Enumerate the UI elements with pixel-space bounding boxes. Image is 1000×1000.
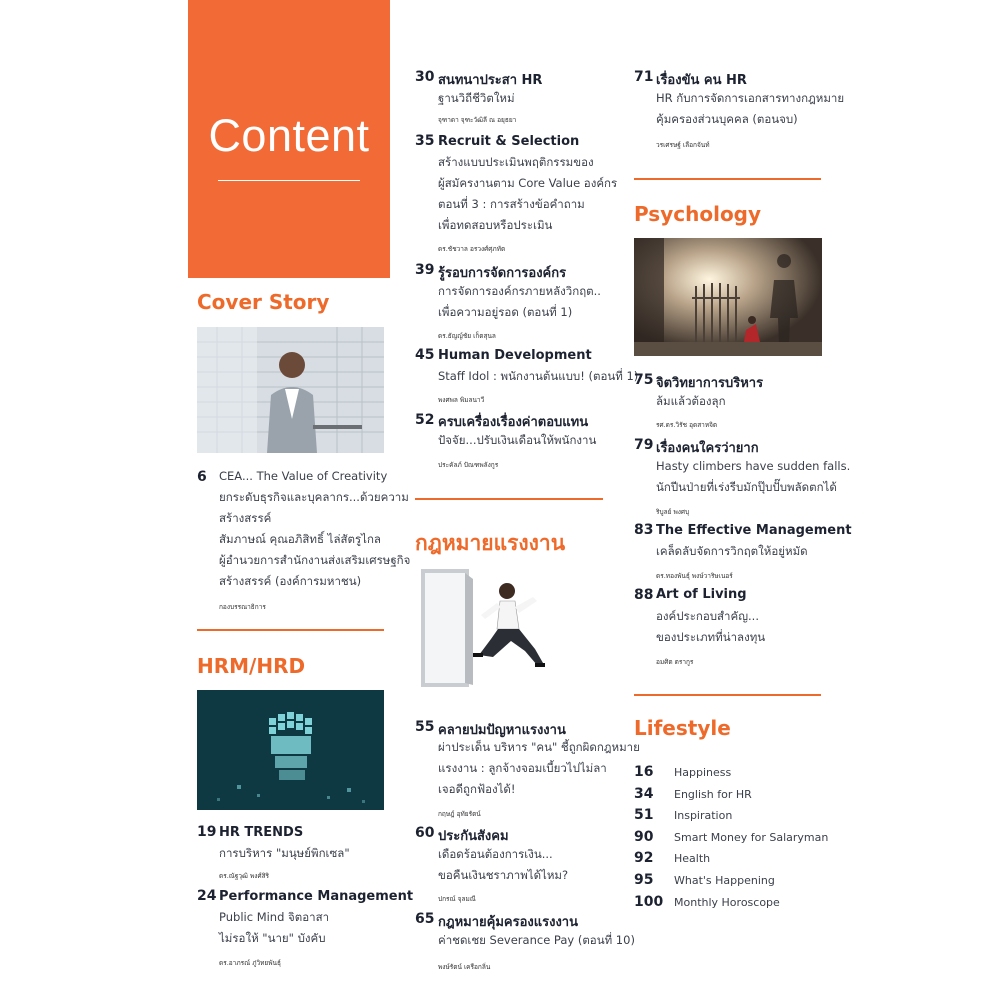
toc-line: ปัจจัย...ปรับเงินเดือนให้พนักงาน [438, 433, 597, 447]
toc-lines [438, 844, 568, 886]
lifestyle-page: 100 [634, 893, 664, 910]
divider [634, 694, 821, 696]
psychology-photo [634, 238, 822, 356]
toc-line: สร้างแบบประเมินพฤติกรรมของ [438, 155, 594, 169]
toc-title: ประกันสังคม [438, 829, 509, 844]
hrm-entry-lines [219, 907, 329, 949]
lifestyle-label: Monthly Horoscope [674, 895, 780, 909]
toc-line: ล้มแล้วต้องลุก [656, 394, 726, 408]
cover-story-page: 6 [197, 469, 207, 485]
toc-page: 45 [415, 347, 435, 363]
toc-author: รศ.ดร.วิรัช อุดสาหจิต [656, 421, 718, 429]
toc-lines [438, 281, 601, 323]
toc-line: ผู้สมัครงานตาม Core Value องค์กร [438, 176, 618, 190]
toc-title: สนทนาประสา HR [438, 73, 543, 88]
lifestyle-page: 34 [634, 785, 654, 802]
hrm-entry-line: Public Mind จิตอาสา [219, 910, 330, 924]
lifestyle-page: 90 [634, 828, 654, 845]
toc-title: จิตวิทยาการบริหาร [656, 376, 764, 391]
toc-page: 79 [634, 437, 654, 453]
toc-page: 65 [415, 911, 435, 927]
section-lifestyle: Lifestyle [634, 716, 731, 740]
toc-page: 30 [415, 69, 435, 85]
toc-lines [656, 606, 765, 648]
lifestyle-label: Happiness [674, 766, 732, 779]
hrm-entry-author: ดร.อาภรณ์ ภู่วิทยพันธุ์ [219, 959, 281, 967]
section-labour-law: กฎหมายแรงงาน [415, 531, 566, 555]
hrm-photo [197, 690, 384, 810]
toc-line: แรงงาน : ลูกจ้างจอมเบี้ยวไปไม่ลา [438, 761, 607, 775]
toc-author: กฤษฎ์ อุทัยรัตน์ [438, 810, 481, 818]
toc-line: HR กับการจัดการเอกสารทางกฎหมาย [656, 91, 845, 105]
toc-lines [438, 737, 640, 800]
lifestyle-page: 92 [634, 850, 654, 867]
toc-page: 35 [415, 133, 435, 149]
toc-line: นักปีนป่ายที่เร่งรีบมักปุ๊บปั๊บพลัดตกได้ [656, 480, 837, 494]
toc-line: ฐานวิถีชีวิตใหม่ [438, 91, 515, 105]
cover-line: สร้างสรรค์ (องค์การมหาชน) [219, 574, 362, 588]
toc-line: ขอคืนเงินชราภาพได้ไหม? [438, 868, 569, 882]
toc-page: 39 [415, 262, 435, 278]
toc-line: องค์ประกอบสำคัญ... [656, 609, 759, 623]
toc-line: เดือดร้อนต้องการเงิน... [438, 847, 553, 861]
toc-title: คลายปมปัญหาแรงงาน [438, 723, 566, 738]
cover-line: สัมภาษณ์ คุณอภิสิทธิ์ ไล่สัตรูไกล [219, 532, 381, 546]
toc-title: Art of Living [656, 587, 747, 602]
cover-line: ยกระดับธุรกิจและบุคลากร...ด้วยความ [219, 490, 409, 504]
lifestyle-item [634, 764, 834, 786]
toc-author: ประคัลภ์ ปัณฑพลังกูร [438, 461, 499, 469]
toc-title: Human Development [438, 348, 592, 363]
section-hrm-hrd: HRM/HRD [197, 654, 306, 678]
toc-author: พงศพล พิมลนาวี [438, 396, 485, 404]
cover-line: สร้างสรรค์ [219, 511, 272, 525]
hrm-entry-line: ไม่รอให้ "นาย" บังคับ [219, 931, 326, 945]
toc-line: คุ้มครองส่วนบุคคล (ตอนจบ) [656, 112, 798, 126]
toc-page: 55 [415, 719, 435, 735]
toc-page: 88 [634, 587, 654, 603]
section-cover-story: Cover Story [197, 290, 330, 314]
lifestyle-label: English for HR [674, 787, 752, 801]
lifestyle-item [634, 872, 834, 894]
hrm-entry-title: HR TRENDS [219, 825, 304, 840]
toc-author: ดร.ธัญญ์ชัย เก็ตสุนล [438, 332, 496, 340]
toc-line: เพื่อความอยู่รอด (ตอนที่ 1) [438, 305, 573, 319]
toc-lines [656, 88, 844, 130]
toc-author: ดร.ชัชวาล อรวงศ์ศุภทัต [438, 245, 506, 253]
toc-page: 60 [415, 825, 435, 841]
toc-title: เรื่องขัน คน HR [656, 73, 747, 88]
toc-title: รู้รอบการจัดการองค์กร [438, 266, 567, 281]
content-hero [188, 0, 390, 278]
toc-title: กฎหมายคุ้มครองแรงงาน [438, 915, 578, 930]
lifestyle-label: What's Happening [674, 873, 775, 887]
toc-line: เจอดีถูกฟ้องได้! [438, 782, 516, 796]
lifestyle-label: Smart Money for Salaryman [674, 830, 829, 844]
toc-title: ครบเครื่องเรื่องค่าตอบแทน [438, 415, 589, 430]
cover-story-photo [197, 327, 384, 453]
hero-title: Content [208, 110, 370, 161]
toc-author: ดร.ทองพันธุ์ พงษ์วาริษเนอร์ [656, 572, 733, 580]
hrm-entry-author: ดร.ณัฐวุฒิ พงศ์สิริ [219, 872, 270, 880]
hrm-entry-page: 19 [197, 824, 217, 840]
toc-line: ผ่าประเด็น บริหาร "คน" ชี้ถูกผิดกฎหมาย [438, 740, 640, 754]
labour-photo [415, 567, 563, 691]
lifestyle-page: 95 [634, 871, 654, 888]
toc-line: ตอนที่ 3 : การสร้างข้อคำถาม [438, 197, 585, 211]
toc-lines [438, 152, 617, 236]
cover-story-title: CEA... The Value of Creativity [219, 469, 388, 483]
hrm-entry-line: การบริหาร "มนุษย์พิกเซล" [219, 846, 350, 860]
toc-line: ของประเภทที่น่าลงทุน [656, 630, 766, 644]
toc-line: เพื่อทดสอบหรือประเมิน [438, 218, 553, 232]
toc-lines [656, 456, 850, 498]
toc-line: Hasty climbers have sudden falls. [656, 459, 851, 473]
hrm-entry-page: 24 [197, 888, 217, 904]
lifestyle-label: Health [674, 852, 711, 866]
lifestyle-page: 16 [634, 764, 654, 780]
hrm-entry-title: Performance Management [219, 889, 414, 904]
toc-page: 52 [415, 412, 435, 428]
lifestyle-item [634, 894, 834, 916]
toc-title: The Effective Management [656, 523, 852, 538]
lifestyle-item [634, 807, 834, 829]
lifestyle-list [634, 764, 834, 915]
lifestyle-item [634, 850, 834, 872]
toc-page: 71 [634, 69, 654, 85]
cover-line: ผู้อำนวยการสำนักงานส่งเสริมเศรษฐกิจ [219, 553, 411, 567]
lifestyle-item [634, 786, 834, 808]
divider [634, 178, 821, 180]
toc-line: เคล็ดลับจัดการวิกฤตให้อยู่หมัด [656, 544, 808, 558]
hero-underline [218, 180, 360, 181]
toc-author: อมศิต ตรากูร [656, 658, 694, 666]
divider [197, 629, 384, 631]
cover-story-author: กองบรรณาธิการ [219, 603, 266, 611]
toc-line: ค่าชดเชย Severance Pay (ตอนที่ 10) [438, 933, 635, 947]
cover-story-lines [219, 487, 410, 592]
lifestyle-item [634, 829, 834, 851]
toc-page: 83 [634, 522, 654, 538]
toc-line: Staff Idol : พนักงานต้นแบบ! (ตอนที่ 1) [438, 369, 639, 383]
section-psychology: Psychology [634, 202, 762, 226]
toc-author: จุฑาดา จุฑะวัฒิลี ณ อยุธยา [438, 116, 517, 124]
lifestyle-label: Inspiration [674, 809, 733, 823]
toc-author: พงษ์รัตน์ เครือกลิ่น [438, 963, 491, 971]
lifestyle-page: 51 [634, 807, 654, 824]
toc-author: ปกรณ์ จุลมณี [438, 895, 476, 903]
toc-author: ริบูลย์ พงศบุ [656, 508, 690, 516]
toc-page: 75 [634, 372, 654, 388]
toc-title: เรื่องคนใครว่ายาก [656, 441, 759, 456]
toc-line: การจัดการองค์กรภายหลังวิกฤต.. [438, 284, 601, 298]
toc-title: Recruit & Selection [438, 134, 580, 149]
divider [415, 498, 603, 500]
toc-author: วรเศรษฐ์ เลือกจันท์ [656, 141, 710, 149]
